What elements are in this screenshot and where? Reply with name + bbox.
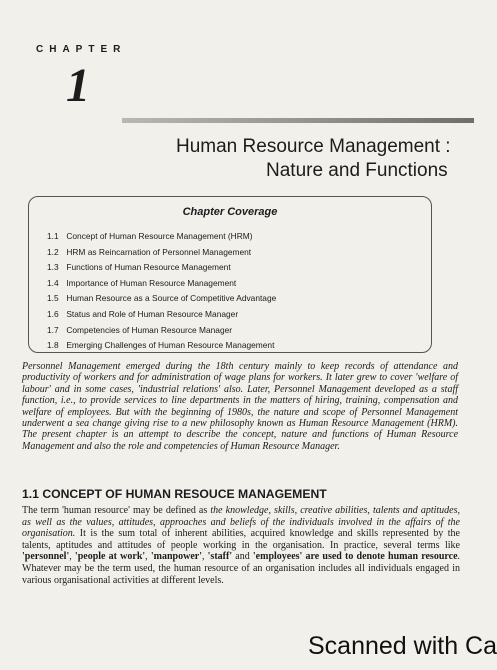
term-staff: 'staff' [207,551,233,563]
intro-line: an attempt to describe the concept, nature and functions of Human Resource Management [22,429,459,452]
intro-line: matters of hiring, training, compensation and welfare of employees. But with the beginning [22,395,459,418]
body-text: It is the sum total of inherent abilities, acquired knowledge and skills represented by the talents, aptitudes and attitudes of people working in the organisation. In practice, several terms like [22,528,460,551]
coverage-item [47,307,276,323]
chapter-number: 1 [66,59,90,112]
scan-watermark: Scanned with Ca [308,632,497,660]
definition-text: the knowledge, skills, creative abilities, talents and aptitudes, as well as the values, attitudes, approaches and beliefs of the individuals involved in the affairs of the organisation. [22,505,461,540]
coverage-item-number: 1.2 [47,246,59,257]
term-people-at-work: 'people at work' [74,551,146,563]
term-manpower: 'manpower' [150,551,202,563]
chapter-coverage-list [47,229,276,354]
chapter-coverage-box [28,196,432,353]
term-personnel: 'personnel' [22,551,70,563]
coverage-item-text: Importance of Human Resource Management [66,277,237,288]
coverage-item-number: 1.6 [47,308,59,319]
intro-line: of 1980s, the nature and scope of Personnel Management underwent a sea change giving rise [22,406,458,430]
coverage-item [47,229,276,245]
chapter-label: CHAPTER [36,44,127,55]
coverage-item [47,245,276,261]
chapter-introduction [22,361,458,452]
coverage-item [47,338,276,354]
body-separator: , [145,551,151,563]
chapter-title-line1: Human Resource Management : [176,136,451,157]
coverage-item-text: Human Resource as a Source of Competitive Advantage [66,293,277,304]
body-text: The term 'human resource' may be defined as [22,505,211,516]
intro-line: and also the role and competencies of Human Resource Manager. [76,440,340,452]
intro-line: Management developed as a staff function, i.e., to provide services to line departments in the [22,383,459,407]
decorative-band [122,118,474,123]
coverage-item-number: 1.4 [47,277,59,288]
intro-line: to cover 'welfare of labour' and in some cases, 'industrial relations' also. Later, Personnel [22,372,458,395]
chapter-coverage-heading: Chapter Coverage [182,206,278,218]
intro-line: to a new philosophy known as Human Resource Management (HRM). The present chapter is [22,418,459,441]
coverage-item-number: 1.7 [47,324,59,335]
chapter-title-line2: Nature and Functions [266,160,448,181]
coverage-item [47,291,276,307]
intro-line: and productivity of workers and for administration of wage plans for workers. It later grew [22,361,459,384]
body-separator: and [232,551,253,563]
section-heading: 1.1 CONCEPT OF HUMAN RESOUCE MANAGEMENT [22,487,327,501]
body-separator: , [201,551,208,563]
body-text: . Whatever may be the term used, the human resource of an organisation includes all individuals engaged in various organisational activities at different levels. [22,551,461,586]
coverage-item [47,276,276,292]
coverage-item-text: HRM as Reincarnation of Personnel Management [66,246,252,257]
coverage-item-number: 1.5 [47,293,59,304]
body-separator: , [69,551,75,563]
coverage-item [47,323,276,339]
intro-line: Personnel Management emerged during the 18th century mainly to keep records of attendance [22,361,438,372]
coverage-item-number: 1.3 [47,262,59,273]
coverage-item-text: Competencies of Human Resource Manager [66,324,233,335]
coverage-item-number: 1.8 [47,340,59,351]
section-body [22,505,460,586]
coverage-item-number: 1.1 [47,231,59,241]
coverage-item-text: Concept of Human Resource Management (HRM) [66,231,253,241]
coverage-item-text: Functions of Human Resource Management [66,262,231,273]
coverage-item [47,260,276,276]
term-employees: 'employees' are used to denote human resource [252,551,458,563]
coverage-item-text: Status and Role of Human Resource Manager [66,308,239,319]
coverage-item-text: Emerging Challenges of Human Resource Management [66,340,275,351]
